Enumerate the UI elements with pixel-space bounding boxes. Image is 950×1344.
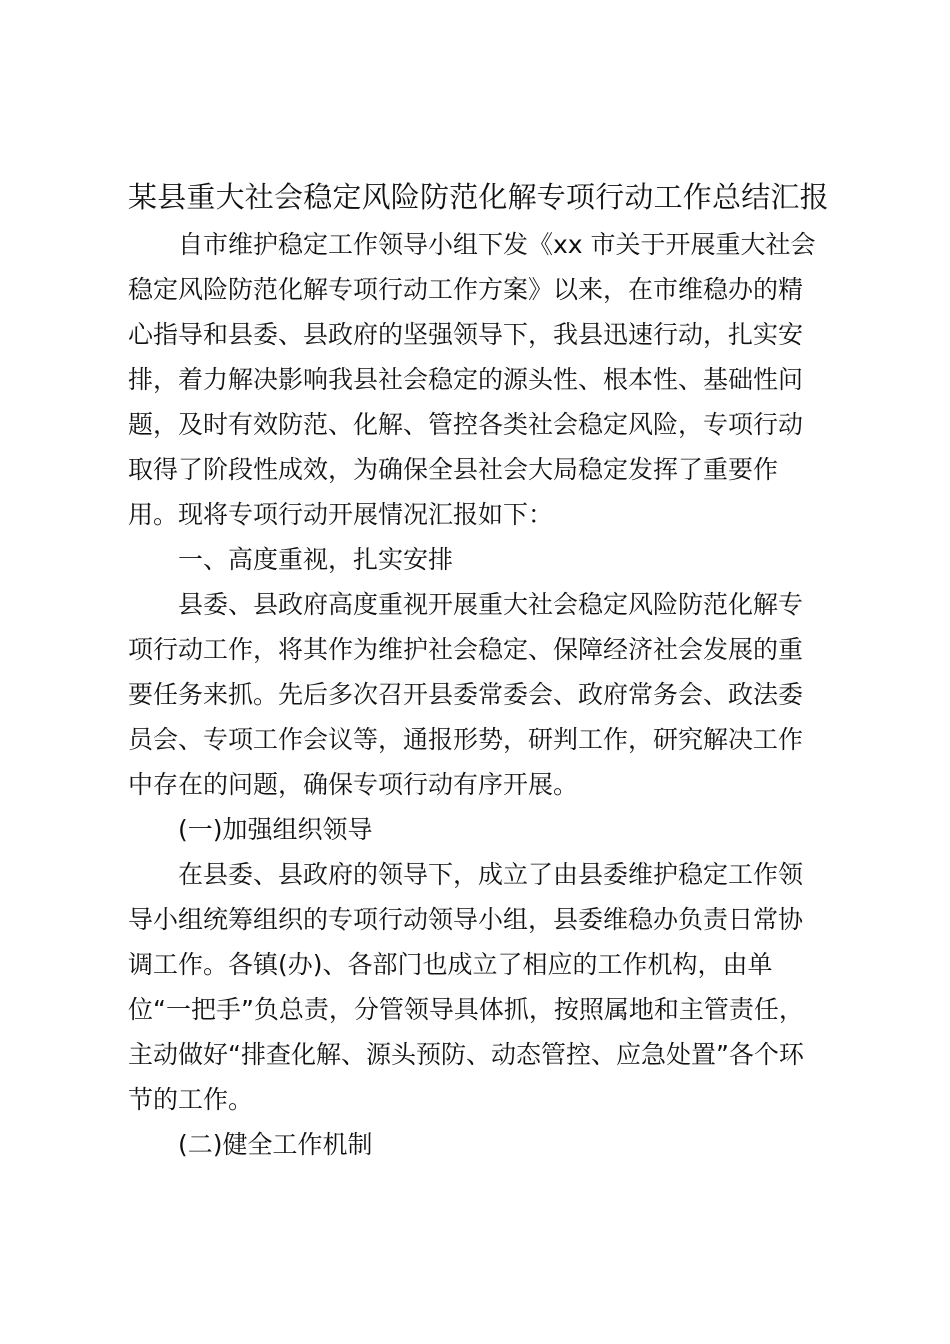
paragraph-line: 节的工作。 xyxy=(128,1085,254,1114)
paragraph-line: 主动做好“排查化解、源头预防、动态管控、应急处置”各个环 xyxy=(128,1040,804,1069)
paragraph-line: 员会、专项工作会议等，通报形势，研判工作，研究解决工作 xyxy=(128,725,804,754)
paragraph-line: 自市维护稳定工作领导小组下发《xx 市关于开展重大社会 xyxy=(178,230,816,259)
subsection-heading: (一)加强组织领导 xyxy=(178,815,373,844)
paragraph-line: 要任务来抓。先后多次召开县委常委会、政府常务会、政法委 xyxy=(128,680,804,709)
paragraph-line: 项行动工作，将其作为维护社会稳定、保障经济社会发展的重 xyxy=(128,635,804,664)
paragraph-line: 县委、县政府高度重视开展重大社会稳定风险防范化解专 xyxy=(178,590,804,619)
paragraph-line: 在县委、县政府的领导下，成立了由县委维护稳定工作领 xyxy=(178,860,804,889)
section-heading: 一、高度重视，扎实安排 xyxy=(178,545,454,574)
paragraph-line: 取得了阶段性成效，为确保全县社会大局稳定发挥了重要作 xyxy=(128,455,779,484)
paragraph-line: 稳定风险防范化解专项行动工作方案》以来，在市维稳办的精 xyxy=(128,275,804,304)
document-title: 某县重大社会稳定风险防范化解专项行动工作总结汇报 xyxy=(128,180,829,214)
paragraph-line: 中存在的问题，确保专项行动有序开展。 xyxy=(128,770,579,799)
subsection-heading: (二)健全工作机制 xyxy=(178,1130,373,1159)
paragraph-line: 排，着力解决影响我县社会稳定的源头性、根本性、基础性问 xyxy=(128,365,804,394)
paragraph-line: 用。现将专项行动开展情况汇报如下： xyxy=(128,500,554,529)
paragraph-line: 心指导和县委、县政府的坚强领导下，我县迅速行动，扎实安 xyxy=(128,320,804,349)
paragraph-line: 题，及时有效防范、化解、管控各类社会稳定风险，专项行动 xyxy=(128,410,804,439)
paragraph-line: 调工作。各镇(办)、各部门也成立了相应的工作机构，由单 xyxy=(128,950,773,979)
paragraph-line: 导小组统筹组织的专项行动领导小组，县委维稳办负责日常协 xyxy=(128,905,804,934)
paragraph-line: 位“一把手”负总责，分管领导具体抓，按照属地和主管责任， xyxy=(128,995,804,1024)
